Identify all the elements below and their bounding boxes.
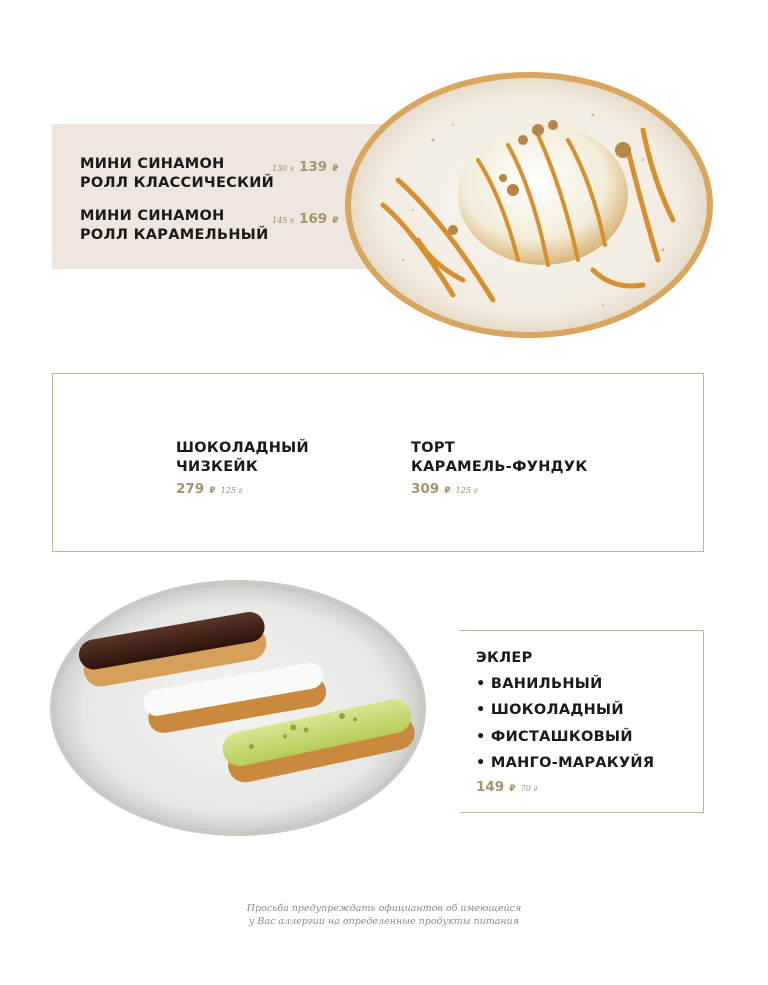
item-name: ШОКОЛАДНЫЙ xyxy=(176,440,309,456)
price-block xyxy=(272,208,339,227)
item-price: 149 xyxy=(476,779,505,795)
currency-symbol: ₽ xyxy=(509,784,516,794)
price-block xyxy=(272,156,339,175)
flavor-vanilla: • ВАНИЛЬНЫЙ xyxy=(476,676,603,692)
item-name: МИНИ СИНАМОН xyxy=(80,156,225,172)
flavor-mango-passionfruit: • МАНГО-МАРАКУЙЯ xyxy=(476,755,655,771)
currency-symbol: ₽ xyxy=(444,486,451,496)
item-weight: 70 г xyxy=(520,784,538,793)
item-name: РОЛЛ КАРАМЕЛЬНЫЙ xyxy=(80,227,269,243)
flavor-chocolate: • ШОКОЛАДНЫЙ xyxy=(476,702,624,718)
item-weight: 125 г xyxy=(455,486,478,495)
item-name: ЧИЗКЕЙК xyxy=(176,459,258,475)
price-block xyxy=(476,776,654,795)
menu-item-caramel-hazelnut-cake xyxy=(411,439,588,497)
eclair-plate-image xyxy=(46,578,436,840)
item-weight: 125 г xyxy=(220,486,243,495)
item-name: РОЛЛ КЛАССИЧЕСКИЙ xyxy=(80,175,275,191)
cinnamon-roll-plate-image xyxy=(343,70,715,340)
currency-symbol: ₽ xyxy=(332,216,339,226)
menu-item-mini-cinnamon-classic xyxy=(80,155,274,193)
cakes-box xyxy=(52,373,704,552)
item-price: 139 xyxy=(298,159,328,175)
allergy-notice-line: у Вас аллергии на определенные продукты питания xyxy=(248,916,520,927)
menu-item-eclair xyxy=(476,649,654,795)
item-price: 309 xyxy=(411,481,440,497)
allergy-notice-line: Просьба предупреждать официантов об имеющейся xyxy=(246,903,522,914)
item-weight: 145 г xyxy=(272,216,294,225)
item-price: 279 xyxy=(176,481,205,497)
flavor-pistachio: • ФИСТАШКОВЫЙ xyxy=(476,729,633,745)
item-weight: 130 г xyxy=(272,164,294,173)
menu-item-mini-cinnamon-caramel xyxy=(80,207,269,245)
item-name: ТОРТ xyxy=(411,440,455,456)
price-block xyxy=(176,478,309,497)
currency-symbol: ₽ xyxy=(332,164,339,174)
item-name: КАРАМЕЛЬ-ФУНДУК xyxy=(411,459,588,475)
menu-item-chocolate-cheesecake xyxy=(176,439,309,497)
currency-symbol: ₽ xyxy=(209,486,216,496)
eclair-title: ЭКЛЕР xyxy=(476,650,533,666)
item-price: 169 xyxy=(298,211,328,227)
item-name: МИНИ СИНАМОН xyxy=(80,208,225,224)
price-block xyxy=(411,478,588,497)
allergy-notice xyxy=(0,902,768,928)
